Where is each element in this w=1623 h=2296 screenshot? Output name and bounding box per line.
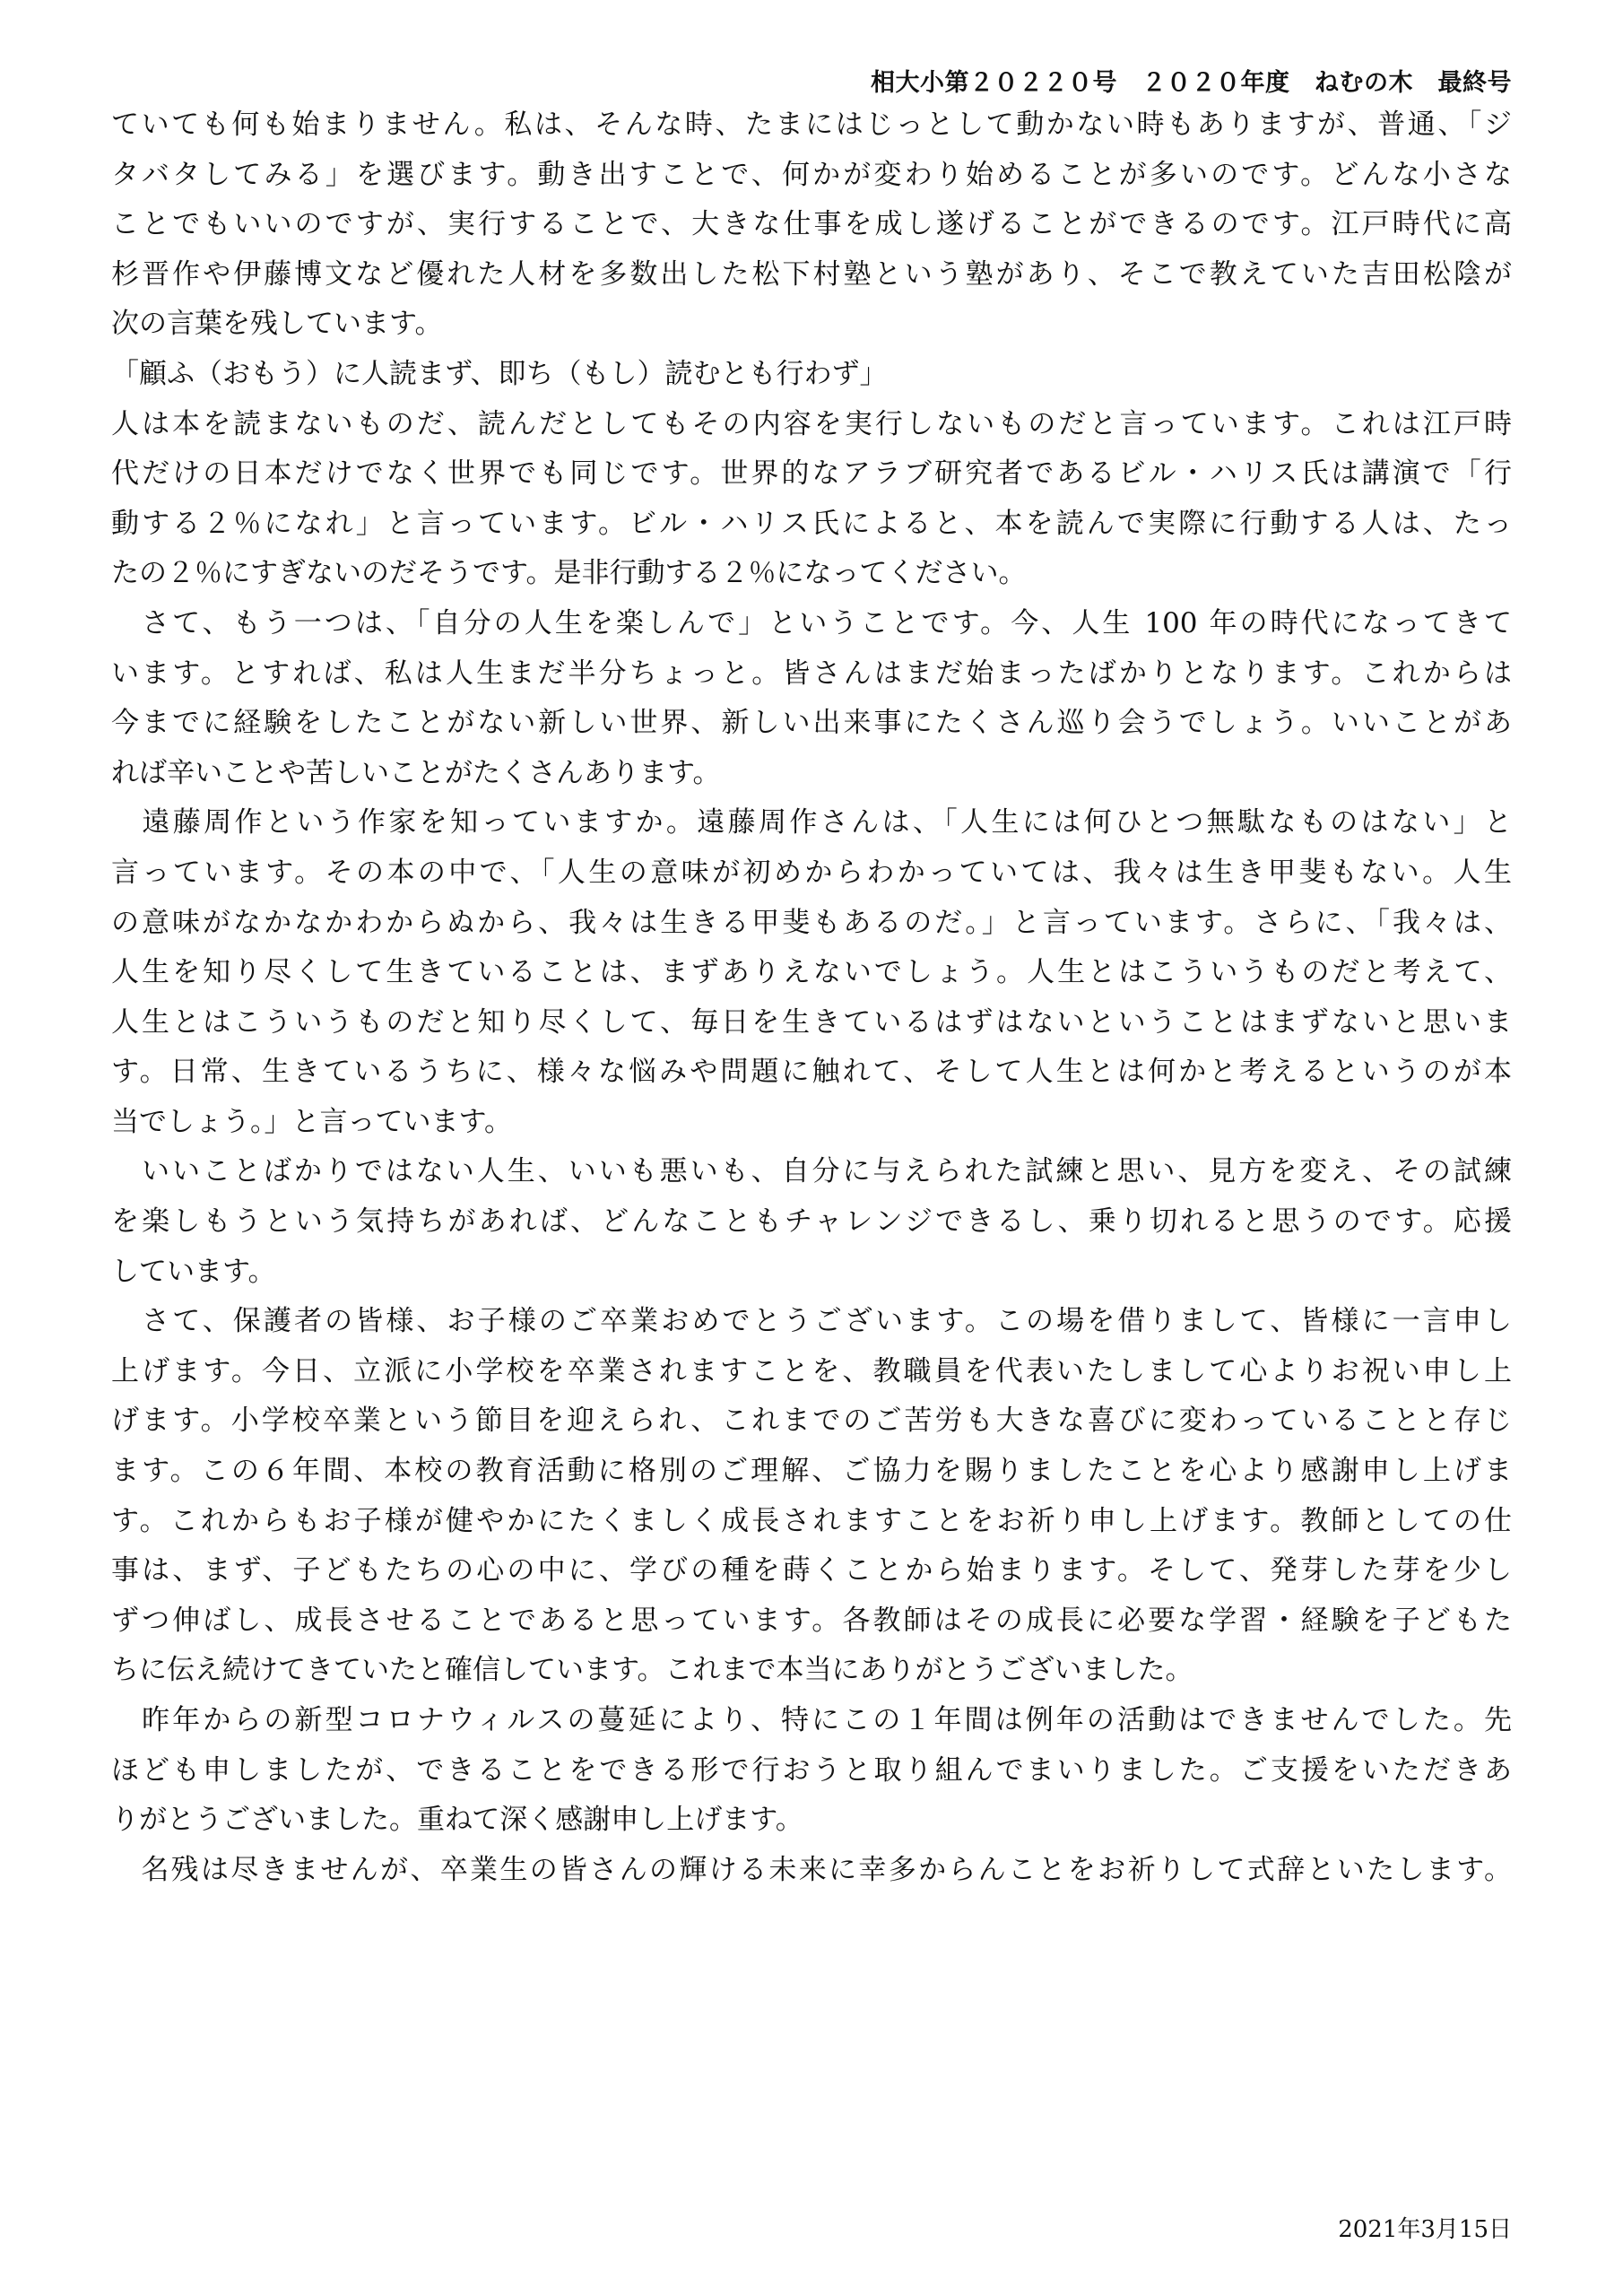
text-line: 当でしょう。」と言っています。 (111, 1105, 513, 1138)
text-line: れば辛いことや苦しいことがたくさんあります。 (111, 756, 721, 789)
text-line: しています。 (111, 1255, 276, 1288)
text-line: 杉晋作や伊藤博文など優れた人材を多数出した松下村塾という塾があり、そこで教えていた吉田松陰が (111, 257, 1512, 291)
text-line: 人生とはこういうものだと知り尽くして、毎日を生きているはずはないということはまずないと思いま (111, 1005, 1513, 1039)
text-line: 昨年からの新型コロナウィルスの蔓延により、特にこの１年間は例年の活動はできませんでした。先 (111, 1704, 1512, 1736)
text-line: さて、もう一つは、「自分の人生を楽しんで」ということです。今、人生 100 年の時代になってきて (111, 606, 1512, 639)
text-line: ます。この６年間、本校の教育活動に格別のご理解、ご協力を賜りましたことを心より感謝申し上げま (111, 1455, 1512, 1488)
newsletter-header: 相大小第２０２２０号 ２０２０年度 ねむの木 最終号 (871, 69, 1512, 97)
text-line: さて、保護者の皆様、お子様のご卒業おめでとうございます。この場を借りまして、皆様に一言申し (111, 1305, 1512, 1338)
text-line: げます。小学校卒業という節目を迎えられ、これまでのご苦労も大きな喜びに変わっていることと存じ (111, 1405, 1512, 1438)
text-line: 遠藤周作という作家を知っていますか。遠藤周作さんは、「人生には何ひとつ無駄なものはない」と (111, 806, 1513, 839)
text-line: を楽しもうという気持ちがあれば、どんなこともチャレンジできるし、乗り切れると思うのです。応援 (111, 1205, 1512, 1239)
text-line: 人生を知り尽くして生きていることは、まずありえないでしょう。人生とはこういうものだと考えて、 (111, 956, 1513, 989)
text-line: います。とすれば、私は人生まだ半分ちょっと。皆さんはまだ始まったばかりとなります。これからは (111, 657, 1512, 690)
text-line: 動する２％になれ」と言っています。ビル・ハリス氏によると、本を読んで実際に行動する人は、たっ (111, 507, 1512, 540)
text-line: たの２％にすぎないのだそうです。是非行動する２％になってください。 (111, 557, 1027, 590)
date: 2021年3月15日 (1338, 2216, 1512, 2243)
text-line: す。これからもお子様が健やかにたくましく成長されますことをお祈り申し上げます。教師としての仕 (111, 1504, 1512, 1537)
text-line: ほども申しましたが、できることをできる形で行おうと取り組んでまいりました。ご支援をいただきあ (111, 1753, 1512, 1787)
text-line: タバタしてみる」を選びます。動き出すことで、何かが変わり始めることが多いのです。どんな小さな (111, 158, 1512, 191)
text-line: いいことばかりではない人生、いいも悪いも、自分に与えられた試練と思い、見方を変え、その試練 (111, 1155, 1512, 1188)
text-line: 人は本を読まないものだ、読んだとしてもその内容を実行しないものだと言っています。これは江戸時 (111, 407, 1512, 440)
text-line: 今までに経験をしたことがない新しい世界、新しい出来事にたくさん巡り会うでしょう。いいことがあ (111, 707, 1512, 740)
text-line: 言っています。その本の中で、「人生の意味が初めからわかっていては、我々は生き甲斐もない。人生 (111, 856, 1512, 889)
text-line: 代だけの日本だけでなく世界でも同じです。世界的なアラブ研究者であるビル・ハリス氏は講演で「行 (111, 457, 1512, 491)
text-line: 上げます。今日、立派に小学校を卒業されますことを、教職員を代表いたしまして心よりお祝い申し上 (111, 1354, 1512, 1387)
text-line: す。日常、生きているうちに、様々な悩みや問題に触れて、そして人生とは何かと考えるというのが本 (111, 1056, 1512, 1089)
text-line: 次の言葉を残しています。 (111, 308, 443, 341)
text-line: の意味がなかなかわからぬから、我々は生きる甲斐もあるのだ。」と言っています。さらに、「我々は、 (111, 906, 1512, 939)
text-line: ずつ伸ばし、成長させることであると思っています。各教師はその成長に必要な学習・経験を子どもた (111, 1604, 1512, 1637)
text-line: 名残は尽きませんが、卒業生の皆さんの輝ける未来に幸多からんことをお祈りして式辞といたします。 (111, 1853, 1512, 1886)
quote-line: 「顧ふ（おもう）に人読まず、即ち（もし）読むとも行わず」 (111, 357, 888, 390)
text-line: ことでもいいのですが、実行することで、大きな仕事を成し遂げることができるのです。江戸時代に高 (111, 208, 1512, 241)
text-line: ていても何も始まりません。私は、そんな時、たまにはじっとして動かない時もありますが、普通、「ジ (111, 109, 1512, 141)
speech-body (111, 100, 1512, 1895)
text-line: 事は、まず、子どもたちの心の中に、学びの種を蒔くことから始まります。そして、発芽した芽を少し (111, 1554, 1512, 1587)
text-line: りがとうございました。重ねて深く感謝申し上げます。 (111, 1804, 803, 1837)
text-line: ちに伝え続けてきていたと確信しています。これまで本当にありがとうございました。 (111, 1654, 1193, 1687)
